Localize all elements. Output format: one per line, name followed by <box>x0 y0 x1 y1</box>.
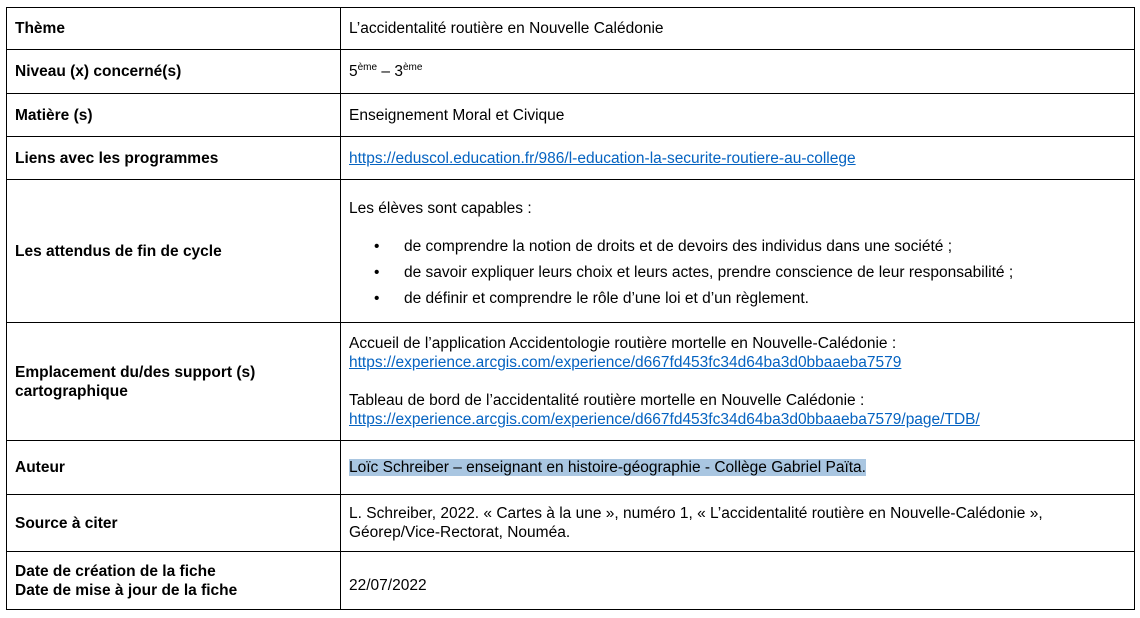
niveau-value <box>341 50 1135 94</box>
bullet-icon: • <box>374 289 380 307</box>
matiere-value: Enseignement Moral et Civique <box>341 94 1135 137</box>
attendus-intro: Les élèves sont capables : <box>349 199 532 217</box>
row-attendus <box>7 180 1135 323</box>
list-item: • de comprendre la notion de droits et de devoirs des individus dans une société ; <box>349 234 1126 260</box>
bullet-icon: • <box>374 237 380 255</box>
theme-value: L’accidentalité routière en Nouvelle Calédonie <box>341 8 1135 50</box>
bullet-icon: • <box>374 263 380 281</box>
attendus-label: Les attendus de fin de cycle <box>7 180 341 323</box>
row-dates <box>7 552 1135 610</box>
niveau-sup2: ème <box>402 62 423 73</box>
theme-label: Thème <box>7 8 341 50</box>
arcgis-accueil-link[interactable]: https://experience.arcgis.com/experience/d667fd453fc34d64ba3d0bbaaeba7579 <box>349 354 902 371</box>
date-value: 22/07/2022 <box>341 552 1135 610</box>
emplacement-text1: Accueil de l’application Accidentologie routière mortelle en Nouvelle-Calédonie : <box>349 335 897 352</box>
niveau-v1: 5 <box>349 63 358 80</box>
fiche-table <box>6 7 1135 610</box>
source-value: L. Schreiber, 2022. « Cartes à la une », numéro 1, « L’accidentalité routière en Nouvelle-Calédonie », Géorep/Vice-Rectorat, Nouméa. <box>341 495 1135 552</box>
list-item: • de définir et comprendre le rôle d’une loi et d’un règlement. <box>349 286 1126 312</box>
row-auteur <box>7 441 1135 495</box>
niveau-sup1: ème <box>357 62 378 73</box>
emplacement-label: Emplacement du/des support (s) cartographique <box>7 323 341 441</box>
niveau-v2: 3 <box>394 63 403 80</box>
row-source <box>7 495 1135 552</box>
list-item: • de savoir expliquer leurs choix et leurs actes, prendre conscience de leur responsabilité ; <box>349 260 1126 286</box>
row-emplacement <box>7 323 1135 441</box>
arcgis-tdb-link[interactable]: https://experience.arcgis.com/experience/d667fd453fc34d64ba3d0bbaaeba7579/page/TDB/ <box>349 411 980 428</box>
niveau-sep: – <box>377 63 395 80</box>
auteur-value: Loïc Schreiber – enseignant en histoire-géographie - Collège Gabriel Païta. <box>349 459 866 476</box>
row-liens <box>7 137 1135 180</box>
row-niveau <box>7 50 1135 94</box>
attendus-list <box>349 234 1126 312</box>
emplacement-text2: Tableau de bord de l’accidentalité routière mortelle en Nouvelle Calédonie : <box>349 392 865 409</box>
matiere-label: Matière (s) <box>7 94 341 137</box>
row-matiere <box>7 94 1135 137</box>
row-theme <box>7 8 1135 50</box>
source-label: Source à citer <box>7 495 341 552</box>
date-creation-label: Date de création de la fiche <box>15 562 216 580</box>
date-maj-label: Date de mise à jour de la fiche <box>15 581 238 599</box>
programmes-link[interactable]: https://eduscol.education.fr/986/l-education-la-securite-routiere-au-college <box>349 149 856 167</box>
niveau-label: Niveau (x) concerné(s) <box>7 50 341 94</box>
liens-label: Liens avec les programmes <box>7 137 341 180</box>
auteur-label: Auteur <box>7 441 341 495</box>
